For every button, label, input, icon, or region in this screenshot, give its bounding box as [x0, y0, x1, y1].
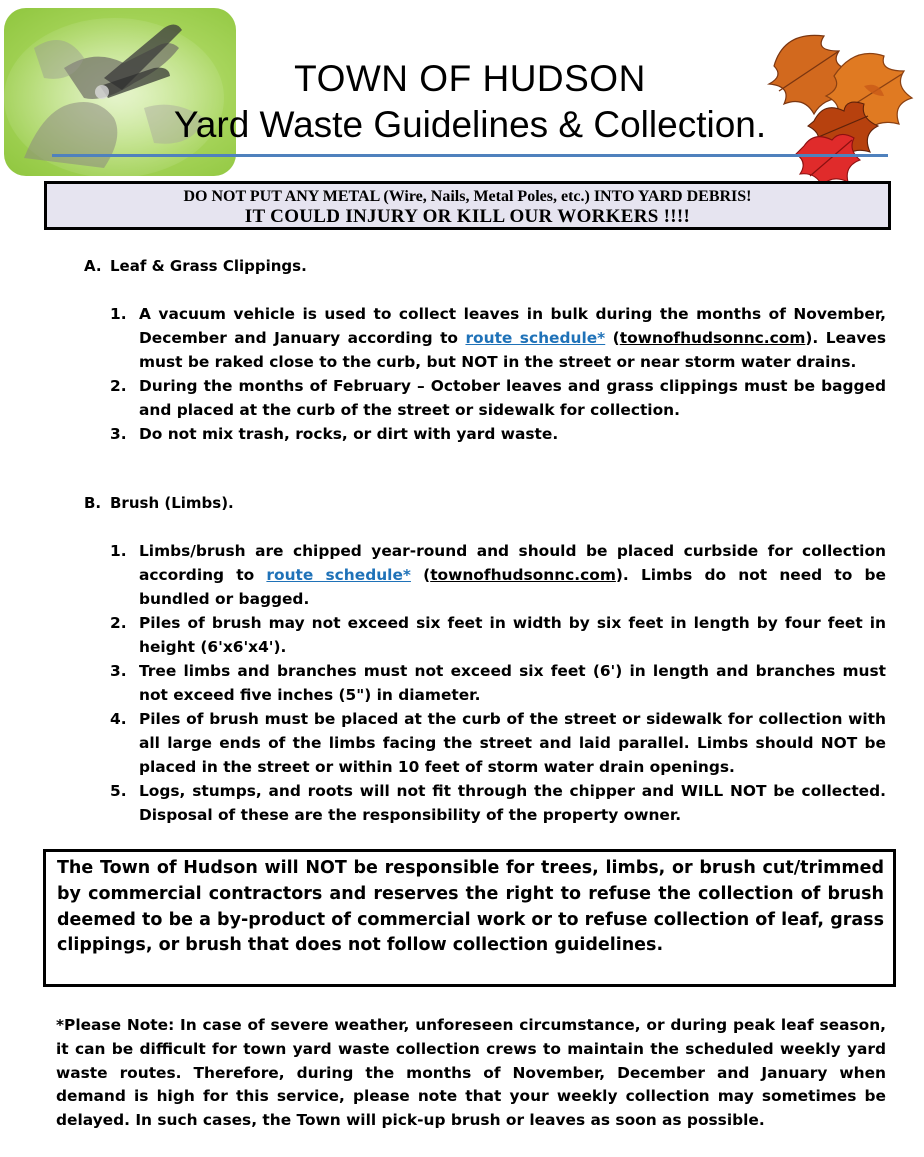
section-a-heading [84, 257, 307, 275]
website-link[interactable]: townofhudsonnc.com [619, 329, 806, 347]
website-link[interactable]: townofhudsonnc.com [430, 566, 616, 584]
section-b-heading [84, 494, 234, 512]
title-underline [52, 154, 888, 157]
list-item: 2. During the months of February – October leaves and grass clippings must be bagged and placed at the curb of the street or sidewalk for collection. [110, 377, 886, 419]
list-item: 2. Piles of brush may not exceed six feet in width by six feet in length by four feet in height (6'x6'x4'). [110, 614, 886, 656]
section-a-letter: A. [84, 257, 102, 275]
list-item: 5. Logs, stumps, and roots will not fit through the chipper and WILL NOT be collected. Disposal of these are the responsibility of the property owner. [110, 782, 886, 824]
footnote: *Please Note: In case of severe weather, unforeseen circumstance, or during peak leaf season, it can be difficult for town yard waste collection crews to maintain the scheduled weekly yard waste routes. Therefore, during the months of November, December and January when demand is high for this service, please note that your weekly collection may sometimes be delayed. In such cases, the Town will pick-up brush or leaves as soon as possible. [56, 1016, 886, 1130]
list-item: 3. Tree limbs and branches must not exceed six feet (6') in length and branches must not exceed five inches (5") in diameter. [110, 662, 886, 704]
page-subtitle: Yard Waste Guidelines & Collection. [173, 104, 767, 145]
warning-line-2: IT COULD INJURY OR KILL OUR WORKERS !!!! [244, 206, 691, 227]
commercial-notice-box: The Town of Hudson will NOT be responsible for trees, limbs, or brush cut/trimmed by commercial contractors and reserves the right to refuse the collection of brush deemed to be a by-product of commercial work or to refuse collection of leaf, grass clippings, or brush that does not follow collection guidelines. [43, 849, 896, 987]
section-a-title: Leaf & Grass Clippings. [110, 257, 307, 275]
route-schedule-link[interactable]: route schedule* [465, 329, 606, 347]
list-item: 1. A vacuum vehicle is used to collect leaves in bulk during the months of November, December and January according to route schedule* (townofhudsonnc.com). Leaves must be raked close to the curb, but NOT in the street or near storm water drains. [110, 305, 886, 371]
warning-line-1: DO NOT PUT ANY METAL (Wire, Nails, Metal Poles, etc.) INTO YARD DEBRIS! [183, 188, 752, 205]
metal-warning-box [44, 181, 891, 230]
page-title: TOWN OF HUDSON [294, 58, 646, 99]
section-a-list [110, 302, 886, 446]
list-item: 3. Do not mix trash, rocks, or dirt with yard waste. [110, 425, 559, 443]
section-b-list [110, 539, 886, 827]
list-item: 1. Limbs/brush are chipped year-round and should be placed curbside for collection according to route schedule* (townofhudsonnc.com). Limbs do not need to be bundled or bagged. [110, 542, 886, 608]
section-b-title: Brush (Limbs). [110, 494, 234, 512]
list-item: 4. Piles of brush must be placed at the curb of the street or sidewalk for collection with all large ends of the limbs facing the street and laid parallel. Limbs should NOT be placed in the street or within 10 feet of storm water drain openings. [110, 710, 886, 776]
section-b-letter: B. [84, 494, 102, 512]
route-schedule-link[interactable]: route schedule* [266, 566, 411, 584]
